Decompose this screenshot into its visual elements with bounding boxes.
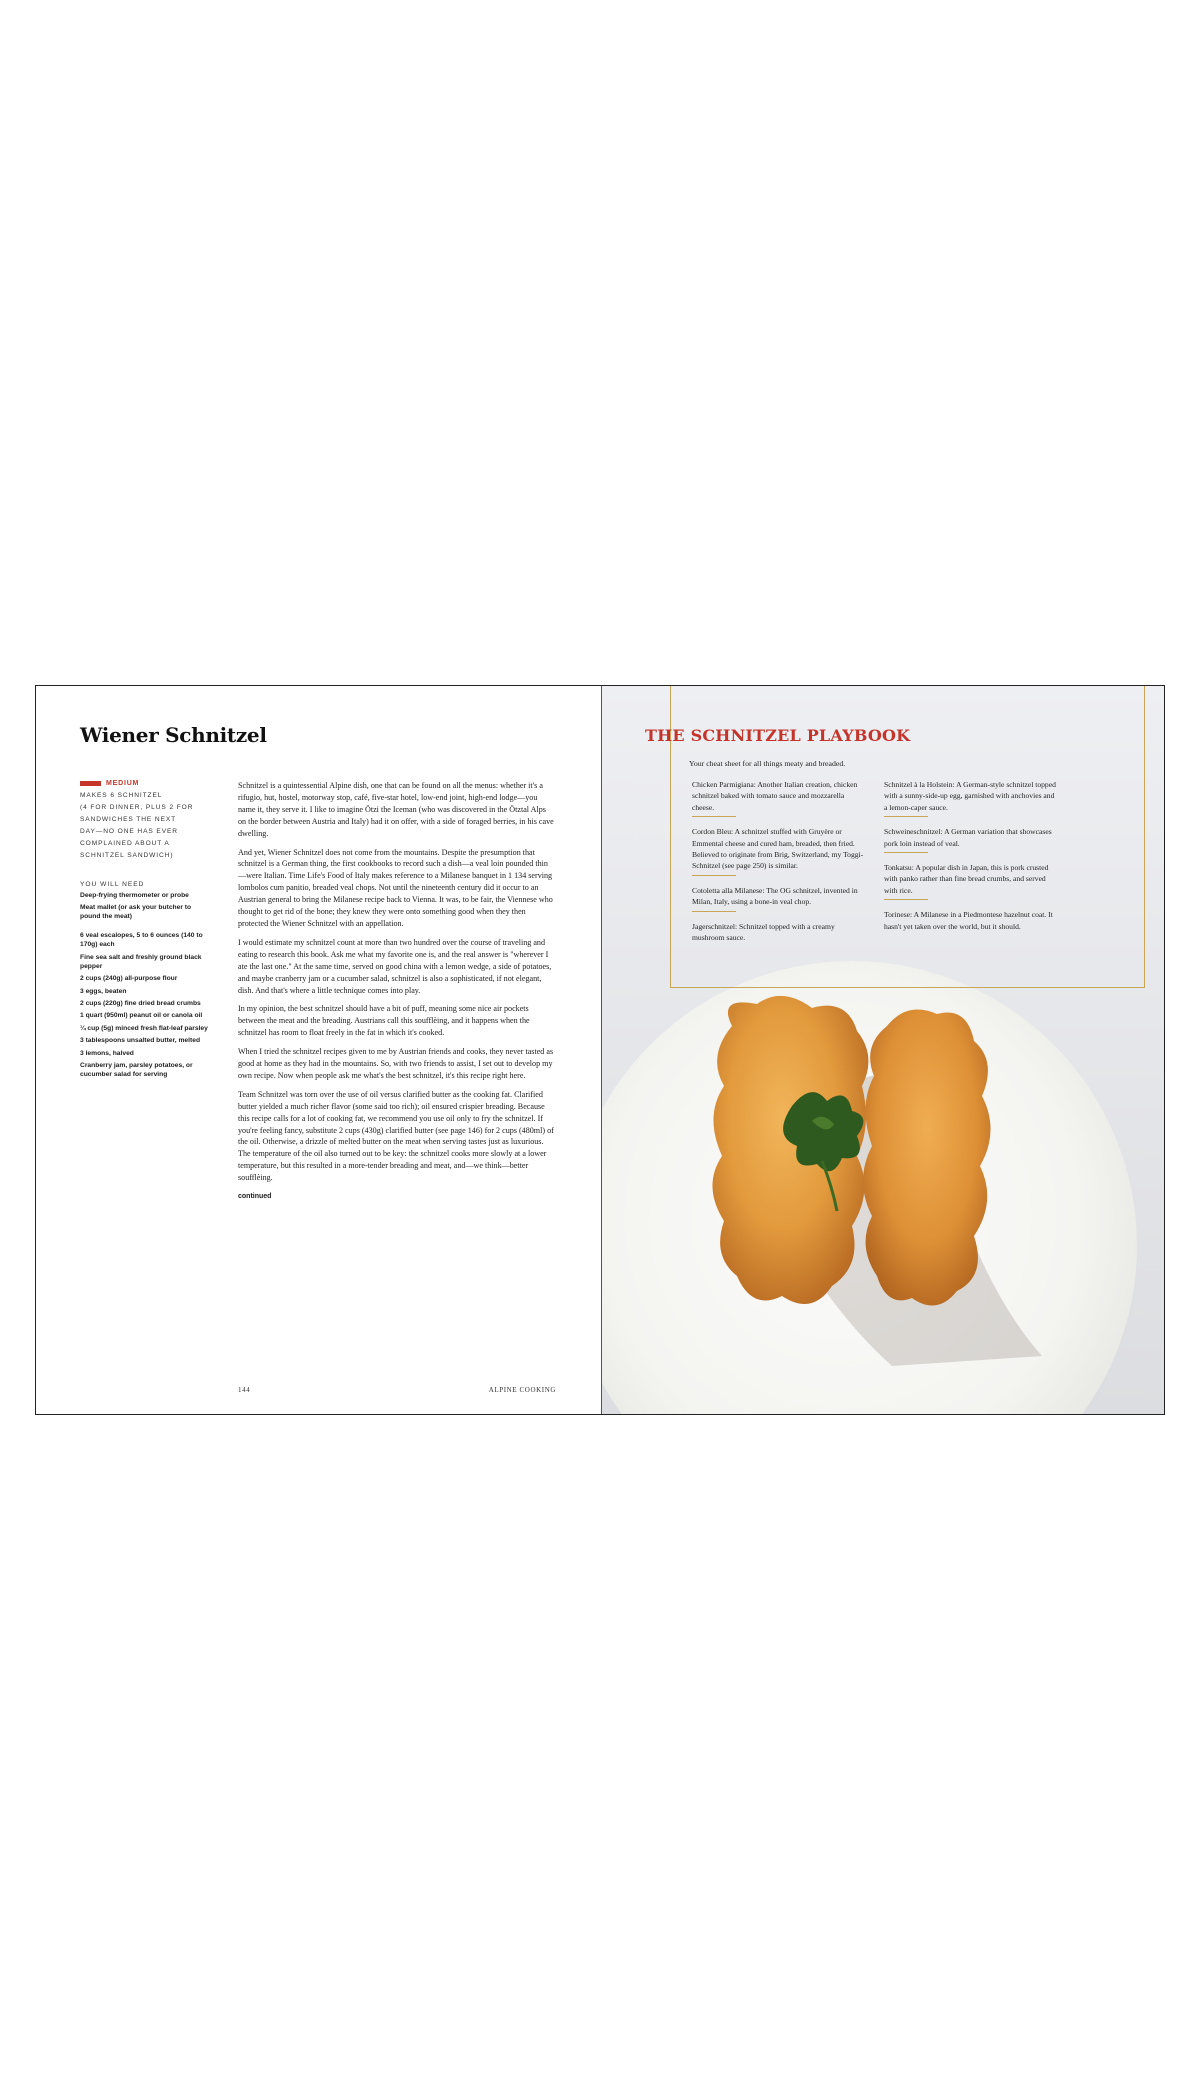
playbook-entry [884, 826, 1056, 853]
entry-divider [692, 816, 736, 817]
playbook-title: THE SCHNITZEL PLAYBOOK [645, 726, 911, 745]
playbook-entry-text: Cotoletta alla Milanese: The OG schnitzel, invented in Milan, Italy, using a bone-in veal chop. [692, 885, 858, 907]
playbook-intro: Your cheat sheet for all things meaty and breaded. [689, 759, 846, 768]
entry-divider [692, 911, 736, 912]
ingredient-item: 6 veal escalopes, 5 to 6 ounces (140 to 170g) each [80, 932, 203, 949]
playbook-entry [884, 862, 1056, 900]
body-paragraph: Schnitzel is a quintessential Alpine dish, one that can be found on all the menus: whether it's a rifugio, hut, hostel, motorway stop, café, five-star hotel, low-end joint, high-end lodge—you name it, they serve it. I like to imagine Ötzi the Iceman (who was discovered in the Ötztal Alps on the border between Austria and Italy) had it on offer, with a side of foraged berries, in his cave dwelling. [238, 781, 554, 838]
yield-line: SCHNITZEL SANDWICH) [80, 852, 174, 859]
recipe-body [238, 780, 556, 1203]
page-number: 144 [238, 1386, 251, 1394]
playbook-entry [692, 885, 864, 912]
equipment-item: Deep-frying thermometer or probe [80, 892, 189, 899]
difficulty-bar-icon [80, 781, 101, 786]
continued-note: continued [238, 1193, 272, 1201]
difficulty-label: MEDIUM [106, 780, 140, 787]
body-paragraph: And yet, Wiener Schnitzel does not come from the mountains. Despite the presumption that schnitzel is a German thing, the first cookbooks to record such a dish—a veal loin pounded thin—were Italian. Time Life's Food of Italy makes reference to a Milanese banquet in 1 134 serving lombolos cum panitio, breaded veal chops. Not until the nineteenth century did it occur to an Austrian general to bring the Milanese recipe back to Vienna. It was, to be fair, the Viennese who thought to get rid of the bone; they knew they were onto something good when they then protected the Wiener Schnitzel with an appellation. [238, 847, 553, 928]
entry-divider [884, 816, 928, 817]
right-page [602, 686, 1165, 1414]
body-paragraph: In my opinion, the best schnitzel should have a bit of puff, meaning some nice air pockets between the meat and the breading. Austrians call this soufflèing, and it happens when the schnitzel has room to float freely in the fat in which it's cooked. [238, 1004, 530, 1038]
body-paragraph: Team Schnitzel was torn over the use of oil versus clarified butter as the cooking fat. Clarified butter yielded a much richer flavor (some said too rich); oil ensured crispier breading. Because this recipe calls for a lot of cooking fat, we recommend you use oil only to fry the schnitzel. If you're feeling fancy, substitute 2 cups (430g) clarified butter (see page 146) for 2 cups (480ml) of the oil. Otherwise, a drizzle of melted butter on the meat when serving tastes just as luxurious. The temperature of the oil also turned out to be key: the schnitzel cooks more slowly at a lower temperature, but this resulted in a more-tender breading and meat, and—we think—better soufflèing. [238, 1089, 554, 1183]
playbook-entry-text: Chicken Parmigiana: Another Italian creation, chicken schnitzel baked with tomato sauce and mozzarella cheese. [692, 780, 858, 812]
ingredient-item: 3 lemons, halved [80, 1049, 134, 1057]
yield-line: SANDWICHES THE NEXT [80, 816, 177, 823]
schnitzel-photo [662, 986, 1082, 1386]
yield-line: DAY—NO ONE HAS EVER [80, 828, 178, 835]
equipment-item: Meat mallet (or ask your butcher to pound the meat) [80, 904, 192, 921]
difficulty-badge [80, 780, 208, 787]
recipe-sidebar [80, 780, 208, 1082]
playbook-entry-text: Schnitzel à la Holstein: A German-style schnitzel topped with a sunny-side-up egg, garnished with anchovies and a lemon-caper sauce. [884, 780, 1056, 812]
body-paragraph: When I tried the schnitzel recipes given to me by Austrian friends and cooks, they never tasted as good at home as they had in the mountains. So, with two friends to assist, I set out to develop my own recipe. Now when people ask me what's the best schnitzel, it's this recipe right here. [238, 1047, 554, 1080]
playbook-column-1 [692, 779, 864, 952]
playbook-entry [884, 909, 1056, 932]
body-paragraph: I would estimate my schnitzel count at more than two hundred over the course of traveling and eating to research this book. Ask me what my favorite one is, and the real answer is "wherever I ate the last one." At the same time, served on good china with a lemon wedge, a side of potatoes, and maybe cranberry jam or a cucumber salad, schnitzel is also a sophisticated, if not elegant, dish. And that's where a little technique comes into play. [238, 937, 552, 995]
entry-divider [692, 875, 736, 876]
schnitzel-right [863, 1010, 991, 1306]
playbook-entry-text: Jagerschnitzel: Schnitzel topped with a creamy mushroom sauce. [692, 921, 835, 943]
playbook-entry [692, 779, 864, 817]
recipe-title: Wiener Schnitzel [80, 723, 267, 747]
you-will-need-heading: YOU WILL NEED [80, 881, 145, 888]
yield-line: (4 FOR DINNER, PLUS 2 FOR [80, 804, 194, 811]
playbook-entry-text: Torinese: A Milanese in a Piedmontese hazelnut coat. It hasn't yet taken over the world, but it should. [884, 910, 1053, 931]
ingredient-list [80, 931, 208, 1079]
playbook-entry [692, 826, 864, 876]
ingredient-item: Cranberry jam, parsley potatoes, or cucumber salad for serving [80, 1061, 193, 1078]
equipment-list [80, 891, 208, 921]
ingredient-item: 3 eggs, beaten [80, 987, 127, 995]
yield-line: COMPLAINED ABOUT A [80, 840, 170, 847]
ingredient-item: 2 cups (240g) all-purpose flour [80, 975, 178, 983]
yield-line: MAKES 6 SCHNITZEL [80, 792, 163, 799]
playbook-entry-text: Schweineschnitzel: A German variation that showcases pork loin instead of veal. [884, 827, 1052, 848]
ingredient-item: 3 tablespoons unsalted butter, melted [80, 1037, 201, 1045]
playbook-entry [692, 921, 864, 944]
running-head: ALPINE COOKING [488, 1386, 556, 1394]
entry-divider [884, 852, 928, 853]
entry-divider [884, 899, 928, 900]
ingredient-item: Fine sea salt and freshly ground black pepper [80, 953, 202, 970]
playbook-entry [884, 779, 1056, 817]
book-spread [35, 685, 1165, 1415]
playbook-column-2 [884, 779, 1056, 941]
ingredient-item: 1 quart (950ml) peanut oil or canola oil [80, 1012, 203, 1020]
page-footer [238, 1386, 556, 1394]
ingredient-item: 2 cups (220g) fine dried bread crumbs [80, 999, 201, 1007]
ingredient-item: ¼ cup (5g) minced fresh flat-leaf parsley [80, 1024, 208, 1032]
left-page [36, 686, 601, 1414]
playbook-entry-text: Cordon Bleu: A schnitzel stuffed with Gruyère or Emmental cheese and cured ham, breaded, then fried. Believed to originate from Brig, Switzerland, my Toggi-Schnitzel (see page 250) is similar. [692, 827, 864, 871]
playbook-entry-text: Tonkatsu: A popular dish in Japan, this is pork crusted with panko rather than fine bread crumbs, and served with rice. [884, 863, 1049, 895]
recipe-yield [80, 790, 208, 862]
